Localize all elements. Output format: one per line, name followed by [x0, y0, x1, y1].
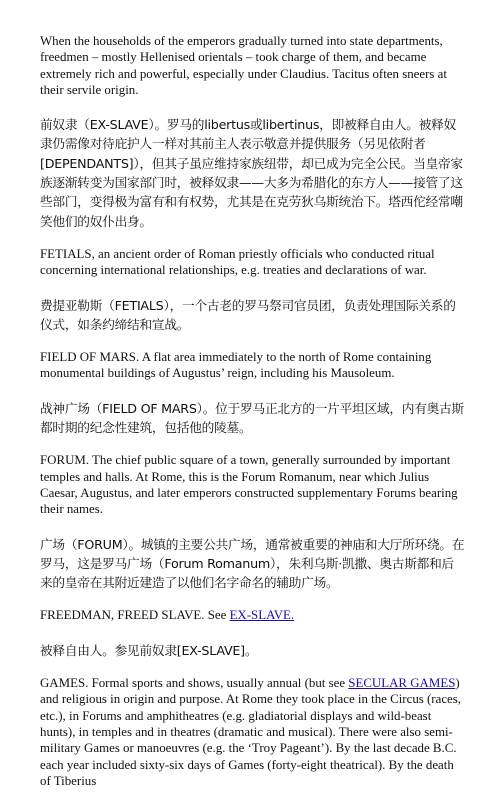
- forum-chinese-paragraph: 广场（FORUM）。城镇的主要公共广场，通常被重要的神庙和大厅所环绕。在罗马，这是罗马广场（Forum Romanum），朱利乌斯·凯撒、奥古斯都和后来的皇帝在其附近建造了以他们名字命名的辅助广场。: [40, 536, 465, 591]
- forum-english-paragraph: FORUM. The chief public square of a town, generally surrounded by important temples and halls. At Rome, this is the Forum Romanum, near which Julius Caesar, Augustus, and later emperors constructed supplementary Forums bearing their names.: [40, 453, 458, 517]
- secular-games-link[interactable]: SECULAR GAMES: [348, 676, 456, 691]
- freedmen-english-paragraph: When the households of the emperors gradually turned into state departments, freedmen – mostly Hellenised orientals – took charge of them, and became extremely rich and powerful, especially under Claudius. Tacitus often sneers at their servile origin.: [40, 34, 447, 97]
- fetials-english-paragraph: FETIALS, an ancient order of Roman priestly officials who conducted ritual concerning international relationships, e.g. treaties and declarations of war.: [40, 246, 435, 278]
- document-page: [40, 33, 465, 806]
- fetials-chinese-paragraph: 费提亚勒斯（FETIALS），一个古老的罗马祭司官员团，负责处理国际关系的仪式，如条约缔结和宣战。: [40, 297, 456, 332]
- games-text-after: ) and religious in origin and purpose. At Rome they took place in the Circus (races, etc.), in Forums and amphitheatres (e.g. gladiatorial displays and wild-beast hunts), in temples and in theatres (dramatic and musical). There were also semi-military Games or manoeuvres (e.g. the ‘Troy Pageant’). By the last decade B.C. each year included sixty-six days of Games (forty-eight theatrical). By the death of Tiberius: [40, 676, 461, 788]
- field-of-mars-chinese-paragraph: 战神广场（FIELD OF MARS）。位于罗马正北方的一片平坦区域，内有奥古斯都时期的纪念性建筑，包括他的陵墓。: [40, 400, 464, 436]
- ex-slave-link[interactable]: EX-SLAVE.: [229, 608, 295, 623]
- games-text-before: GAMES. Formal sports and shows, usually annual (but see: [40, 676, 349, 691]
- ex-slave-chinese-paragraph: 前奴隶（EX-SLAVE）。罗马的libertus或libertinus，即被释自由人。被释奴隶仍需像对待庇护人一样对其前主人表示敬意并提供服务（另见依附者[DEPENDANTS]），但其子虽应维持家族纽带，却已成为完全公民。当皇帝家族逐渐转变为国家部门时，被释奴隶——大多为希腊化的东方人——接管了这些部门，变得极为富有和有权势，尤其是在克劳狄乌斯统治下。塔西佗经常嘲笑他们的奴仆出身。: [40, 117, 463, 229]
- freedman-chinese-paragraph: 被释自由人。参见前奴隶[EX-SLAVE]。: [40, 642, 258, 658]
- freedman-english-paragraph: [40, 607, 465, 623]
- field-of-mars-english-paragraph: FIELD OF MARS. A flat area immediately to the north of Rome containing monumental buildings of Augustus’ reign, including his Mausoleum.: [40, 350, 432, 381]
- games-english-paragraph: [40, 675, 465, 789]
- freedman-text: FREEDMAN, FREED SLAVE. See: [40, 608, 230, 623]
